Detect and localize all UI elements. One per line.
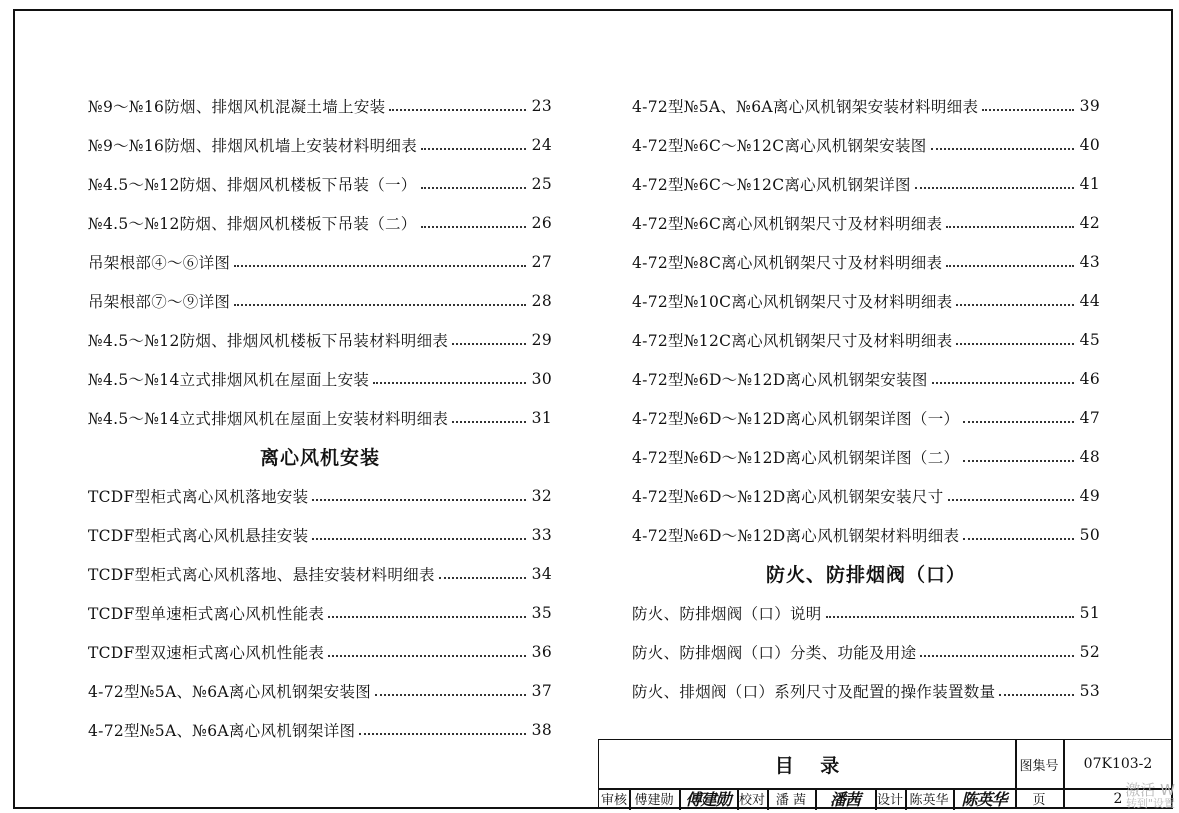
dot-leader xyxy=(452,342,525,345)
toc-entry xyxy=(632,398,1100,437)
toc-entry-page: 46 xyxy=(1079,369,1100,388)
toc-entry-title: 4-72型№8C离心风机钢架尺寸及材料明细表 xyxy=(632,253,943,272)
toc-entry-title: 4-72型№5A、№6A离心风机钢架详图 xyxy=(88,721,356,740)
dot-leader xyxy=(439,576,526,579)
watermark-line-2: 转到"设置 xyxy=(1125,797,1175,810)
toc-entry-title: №4.5～№14立式排烟风机在屋面上安装材料明细表 xyxy=(88,409,449,428)
toc-entry xyxy=(632,476,1100,515)
toc-entry xyxy=(88,164,552,203)
toc-entry-title: 4-72型№5A、№6A离心风机钢架安装图 xyxy=(88,682,372,701)
toc-entry-page: 32 xyxy=(531,486,552,505)
dot-leader xyxy=(920,654,1073,657)
checker-name: 潘 茜 xyxy=(775,793,807,808)
toc-entry-title: №9～№16防烟、排烟风机墙上安装材料明细表 xyxy=(88,136,418,155)
toc-entry-page: 52 xyxy=(1079,642,1100,661)
toc-entry-page: 25 xyxy=(531,174,552,193)
toc-entry-page: 37 xyxy=(531,681,552,700)
toc-entry-page: 26 xyxy=(531,213,552,232)
dot-leader xyxy=(328,615,525,618)
dot-leader xyxy=(931,147,1074,150)
toc-entry-page: 39 xyxy=(1079,96,1100,115)
toc-entry xyxy=(88,203,552,242)
dot-leader xyxy=(963,459,1073,462)
toc-entry-page: 53 xyxy=(1079,681,1100,700)
toc-entry xyxy=(88,359,552,398)
toc-entry xyxy=(632,125,1100,164)
toc-entry-page: 47 xyxy=(1079,408,1100,427)
section-heading-centrifugal-fan: 离心风机安装 xyxy=(259,447,380,469)
section-heading-fire-damper: 防火、防排烟阀（口） xyxy=(765,564,966,586)
toc-entry-page: 50 xyxy=(1079,525,1100,544)
drawing-title: 目 录 xyxy=(774,754,840,777)
toc-entry-page: 36 xyxy=(531,642,552,661)
toc-entry-page: 34 xyxy=(531,564,552,583)
dot-leader xyxy=(946,264,1073,267)
toc-entry xyxy=(632,632,1100,671)
dot-leader xyxy=(452,420,525,423)
toc-entry-title: 吊架根部④～⑥详图 xyxy=(88,253,231,272)
toc-entry-title: 吊架根部⑦～⑨详图 xyxy=(88,292,231,311)
toc-entry-title: 防火、防排烟阀（口）说明 xyxy=(632,604,822,623)
dot-leader xyxy=(999,693,1073,696)
dot-leader xyxy=(312,498,525,501)
atlas-number: 07K103-2 xyxy=(1083,756,1153,772)
toc-entry-page: 30 xyxy=(531,369,552,388)
toc-entry xyxy=(632,359,1100,398)
toc-entry xyxy=(88,281,552,320)
dot-leader xyxy=(963,420,1073,423)
dot-leader xyxy=(421,147,526,150)
toc-entry xyxy=(88,398,552,437)
dot-leader xyxy=(946,225,1073,228)
toc-entry-title: 4-72型№6D～№12D离心风机钢架安装尺寸 xyxy=(632,487,944,506)
dot-leader xyxy=(359,732,525,735)
toc-entry xyxy=(632,320,1100,359)
toc-entry-title: №4.5～№14立式排烟风机在屋面上安装 xyxy=(88,370,370,389)
review-label: 审核 xyxy=(600,793,627,808)
dot-leader xyxy=(389,108,525,111)
reviewer-signature: 傅建勋 xyxy=(685,790,731,809)
toc-left-column xyxy=(88,86,552,749)
dot-leader xyxy=(421,225,526,228)
toc-entry-page: 31 xyxy=(531,408,552,427)
toc-entry-page: 48 xyxy=(1079,447,1100,466)
toc-entry-page: 24 xyxy=(531,135,552,154)
toc-entry-title: TCDF型双速柜式离心风机性能表 xyxy=(88,643,325,662)
toc-entry-title: 4-72型№6D～№12D离心风机钢架材料明细表 xyxy=(632,526,960,545)
toc-entry xyxy=(632,515,1100,554)
toc-entry-title: TCDF型柜式离心风机悬挂安装 xyxy=(88,526,309,545)
toc-entry-title: 4-72型№6C～№12C离心风机钢架详图 xyxy=(632,175,911,194)
dot-leader xyxy=(956,303,1073,306)
toc-entry-page: 51 xyxy=(1079,603,1100,622)
toc-entry-page: 33 xyxy=(531,525,552,544)
toc-entry-page: 40 xyxy=(1079,135,1100,154)
watermark-line-1: 激活 W xyxy=(1125,781,1175,799)
toc-entry-title: №9～№16防烟、排烟风机混凝土墙上安装 xyxy=(88,97,386,116)
activation-watermark xyxy=(1125,783,1175,811)
dot-leader xyxy=(312,537,525,540)
dot-leader xyxy=(982,108,1073,111)
dot-leader xyxy=(932,381,1074,384)
toc-entry xyxy=(88,242,552,281)
toc-entry-page: 43 xyxy=(1079,252,1100,271)
dot-leader xyxy=(328,654,525,657)
dot-leader xyxy=(915,186,1074,189)
toc-entry-page: 45 xyxy=(1079,330,1100,349)
dot-leader xyxy=(421,186,526,189)
toc-entry-page: 35 xyxy=(531,603,552,622)
toc-entry-title: 4-72型№6C～№12C离心风机钢架安装图 xyxy=(632,136,927,155)
toc-entry xyxy=(88,320,552,359)
toc-entry xyxy=(88,632,552,671)
toc-entry-page: 49 xyxy=(1079,486,1100,505)
toc-entry xyxy=(88,86,552,125)
toc-entry-title: TCDF型柜式离心风机落地安装 xyxy=(88,487,309,506)
dot-leader xyxy=(826,615,1074,618)
toc-entry-title: 防火、排烟阀（口）系列尺寸及配置的操作装置数量 xyxy=(632,682,996,701)
toc-entry xyxy=(632,164,1100,203)
designer-name: 陈英华 xyxy=(909,793,949,808)
toc-entry-title: TCDF型单速柜式离心风机性能表 xyxy=(88,604,325,623)
toc-entry-title: №4.5～№12防烟、排烟风机楼板下吊装（二） xyxy=(88,214,417,233)
dot-leader xyxy=(373,381,525,384)
toc-entry-title: 4-72型№10C离心风机钢架尺寸及材料明细表 xyxy=(632,292,953,311)
toc-entry xyxy=(88,515,552,554)
toc-entry xyxy=(88,593,552,632)
designer-signature: 陈英华 xyxy=(961,790,1007,809)
toc-entry-title: 4-72型№6C离心风机钢架尺寸及材料明细表 xyxy=(632,214,943,233)
toc-entry xyxy=(88,125,552,164)
page-label: 页 xyxy=(1032,793,1046,808)
toc-entry xyxy=(88,671,552,710)
toc-entry xyxy=(88,710,552,749)
dot-leader xyxy=(234,264,525,267)
toc-entry-page: 23 xyxy=(531,96,552,115)
toc-entry-title: №4.5～№12防烟、排烟风机楼板下吊装材料明细表 xyxy=(88,331,449,350)
toc-entry xyxy=(632,242,1100,281)
title-block xyxy=(598,739,1173,809)
atlas-number-label: 图集号 xyxy=(1019,758,1059,774)
design-label: 设计 xyxy=(876,793,903,808)
toc-entry xyxy=(632,593,1100,632)
dot-leader xyxy=(956,342,1073,345)
checker-signature: 潘茜 xyxy=(829,790,860,809)
toc-entry xyxy=(632,437,1100,476)
dot-leader xyxy=(948,498,1074,501)
toc-entry xyxy=(632,281,1100,320)
toc-entry xyxy=(88,554,552,593)
reviewer-name: 傅建勋 xyxy=(634,793,674,808)
toc-entry-page: 38 xyxy=(531,720,552,739)
toc-entry-page: 44 xyxy=(1079,291,1100,310)
dot-leader xyxy=(963,537,1073,540)
toc-entry-page: 42 xyxy=(1079,213,1100,232)
dot-leader xyxy=(234,303,525,306)
toc-entry xyxy=(632,86,1100,125)
toc-entry-title: TCDF型柜式离心风机落地、悬挂安装材料明细表 xyxy=(88,565,435,584)
toc-entry xyxy=(88,476,552,515)
check-label: 校对 xyxy=(738,793,765,808)
toc-entry-page: 29 xyxy=(531,330,552,349)
toc-entry-page: 28 xyxy=(531,291,552,310)
page-number: 2 xyxy=(1113,790,1123,807)
toc-entry-title: №4.5～№12防烟、排烟风机楼板下吊装（一） xyxy=(88,175,417,194)
toc-entry-title: 4-72型№6D～№12D离心风机钢架详图（二） xyxy=(632,448,960,467)
toc-entry-title: 防火、防排烟阀（口）分类、功能及用途 xyxy=(632,643,917,662)
toc-entry-title: 4-72型№5A、№6A离心风机钢架安装材料明细表 xyxy=(632,97,979,116)
toc-entry-title: 4-72型№6D～№12D离心风机钢架详图（一） xyxy=(632,409,960,428)
toc-entry-title: 4-72型№6D～№12D离心风机钢架安装图 xyxy=(632,370,928,389)
dot-leader xyxy=(375,693,526,696)
toc-entry xyxy=(632,671,1100,710)
toc-entry-title: 4-72型№12C离心风机钢架尺寸及材料明细表 xyxy=(632,331,953,350)
toc-right-column xyxy=(632,86,1100,710)
toc-entry xyxy=(632,203,1100,242)
toc-entry-page: 41 xyxy=(1079,174,1100,193)
toc-entry-page: 27 xyxy=(531,252,552,271)
